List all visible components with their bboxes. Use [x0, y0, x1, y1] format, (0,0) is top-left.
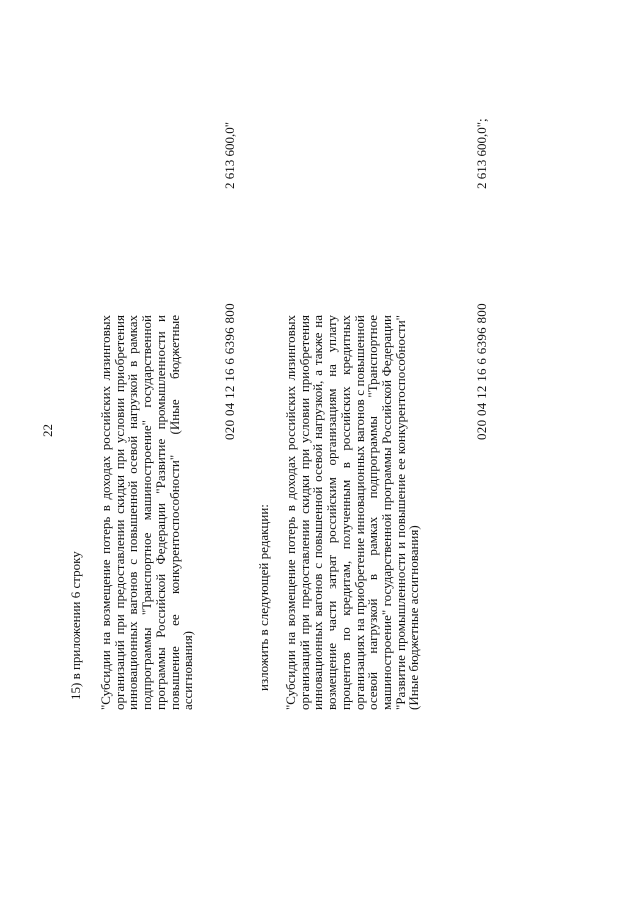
old-row-budget-code: 020 04 12 16 6 6396 800: [222, 303, 237, 440]
page-number: 22: [40, 424, 55, 437]
new-row-budget-code: 020 04 12 16 6 6396 800: [474, 303, 489, 440]
intro-text: изложить в следующей редакции:: [256, 504, 271, 691]
old-row-amount: 2 613 600,0": [222, 121, 237, 189]
old-row-description: "Субсидии на возмещение потерь в доходах российских лизинговых организаций при предоставлении скидки при условии приобретения инновационных вагонов с повышенной осевой нагрузкой в рамках подпрограммы "Транспортное машиностроение" государственной программы Российской Федерации "Развитие промышленности и повышение ее конкурентоспособности" (Иные бюджетные ассигнования): [98, 315, 196, 710]
new-row-amount: 2 613 600,0";: [474, 118, 489, 189]
new-row-description: "Субсидии на возмещение потерь в доходах российских лизинговых организаций при предоставлении скидки при условии приобретения инновационных вагонов с повышенной осевой нагрузкой, а также на возмещение части затрат российским организациям на уплату процентов по кредитам, полученным в российских кредитных организациях на приобретение инновационных вагонов с повышенной осевой нагрузкой в рамках подпрограммы "Транспортное машиностроение" государственной программы Российской Федерации "Развитие промышленности и повышение ее конкурентоспособности" (Иные бюджетные ассигнования): [283, 315, 422, 710]
item-heading: 15) в приложении 6 строку: [68, 551, 83, 700]
